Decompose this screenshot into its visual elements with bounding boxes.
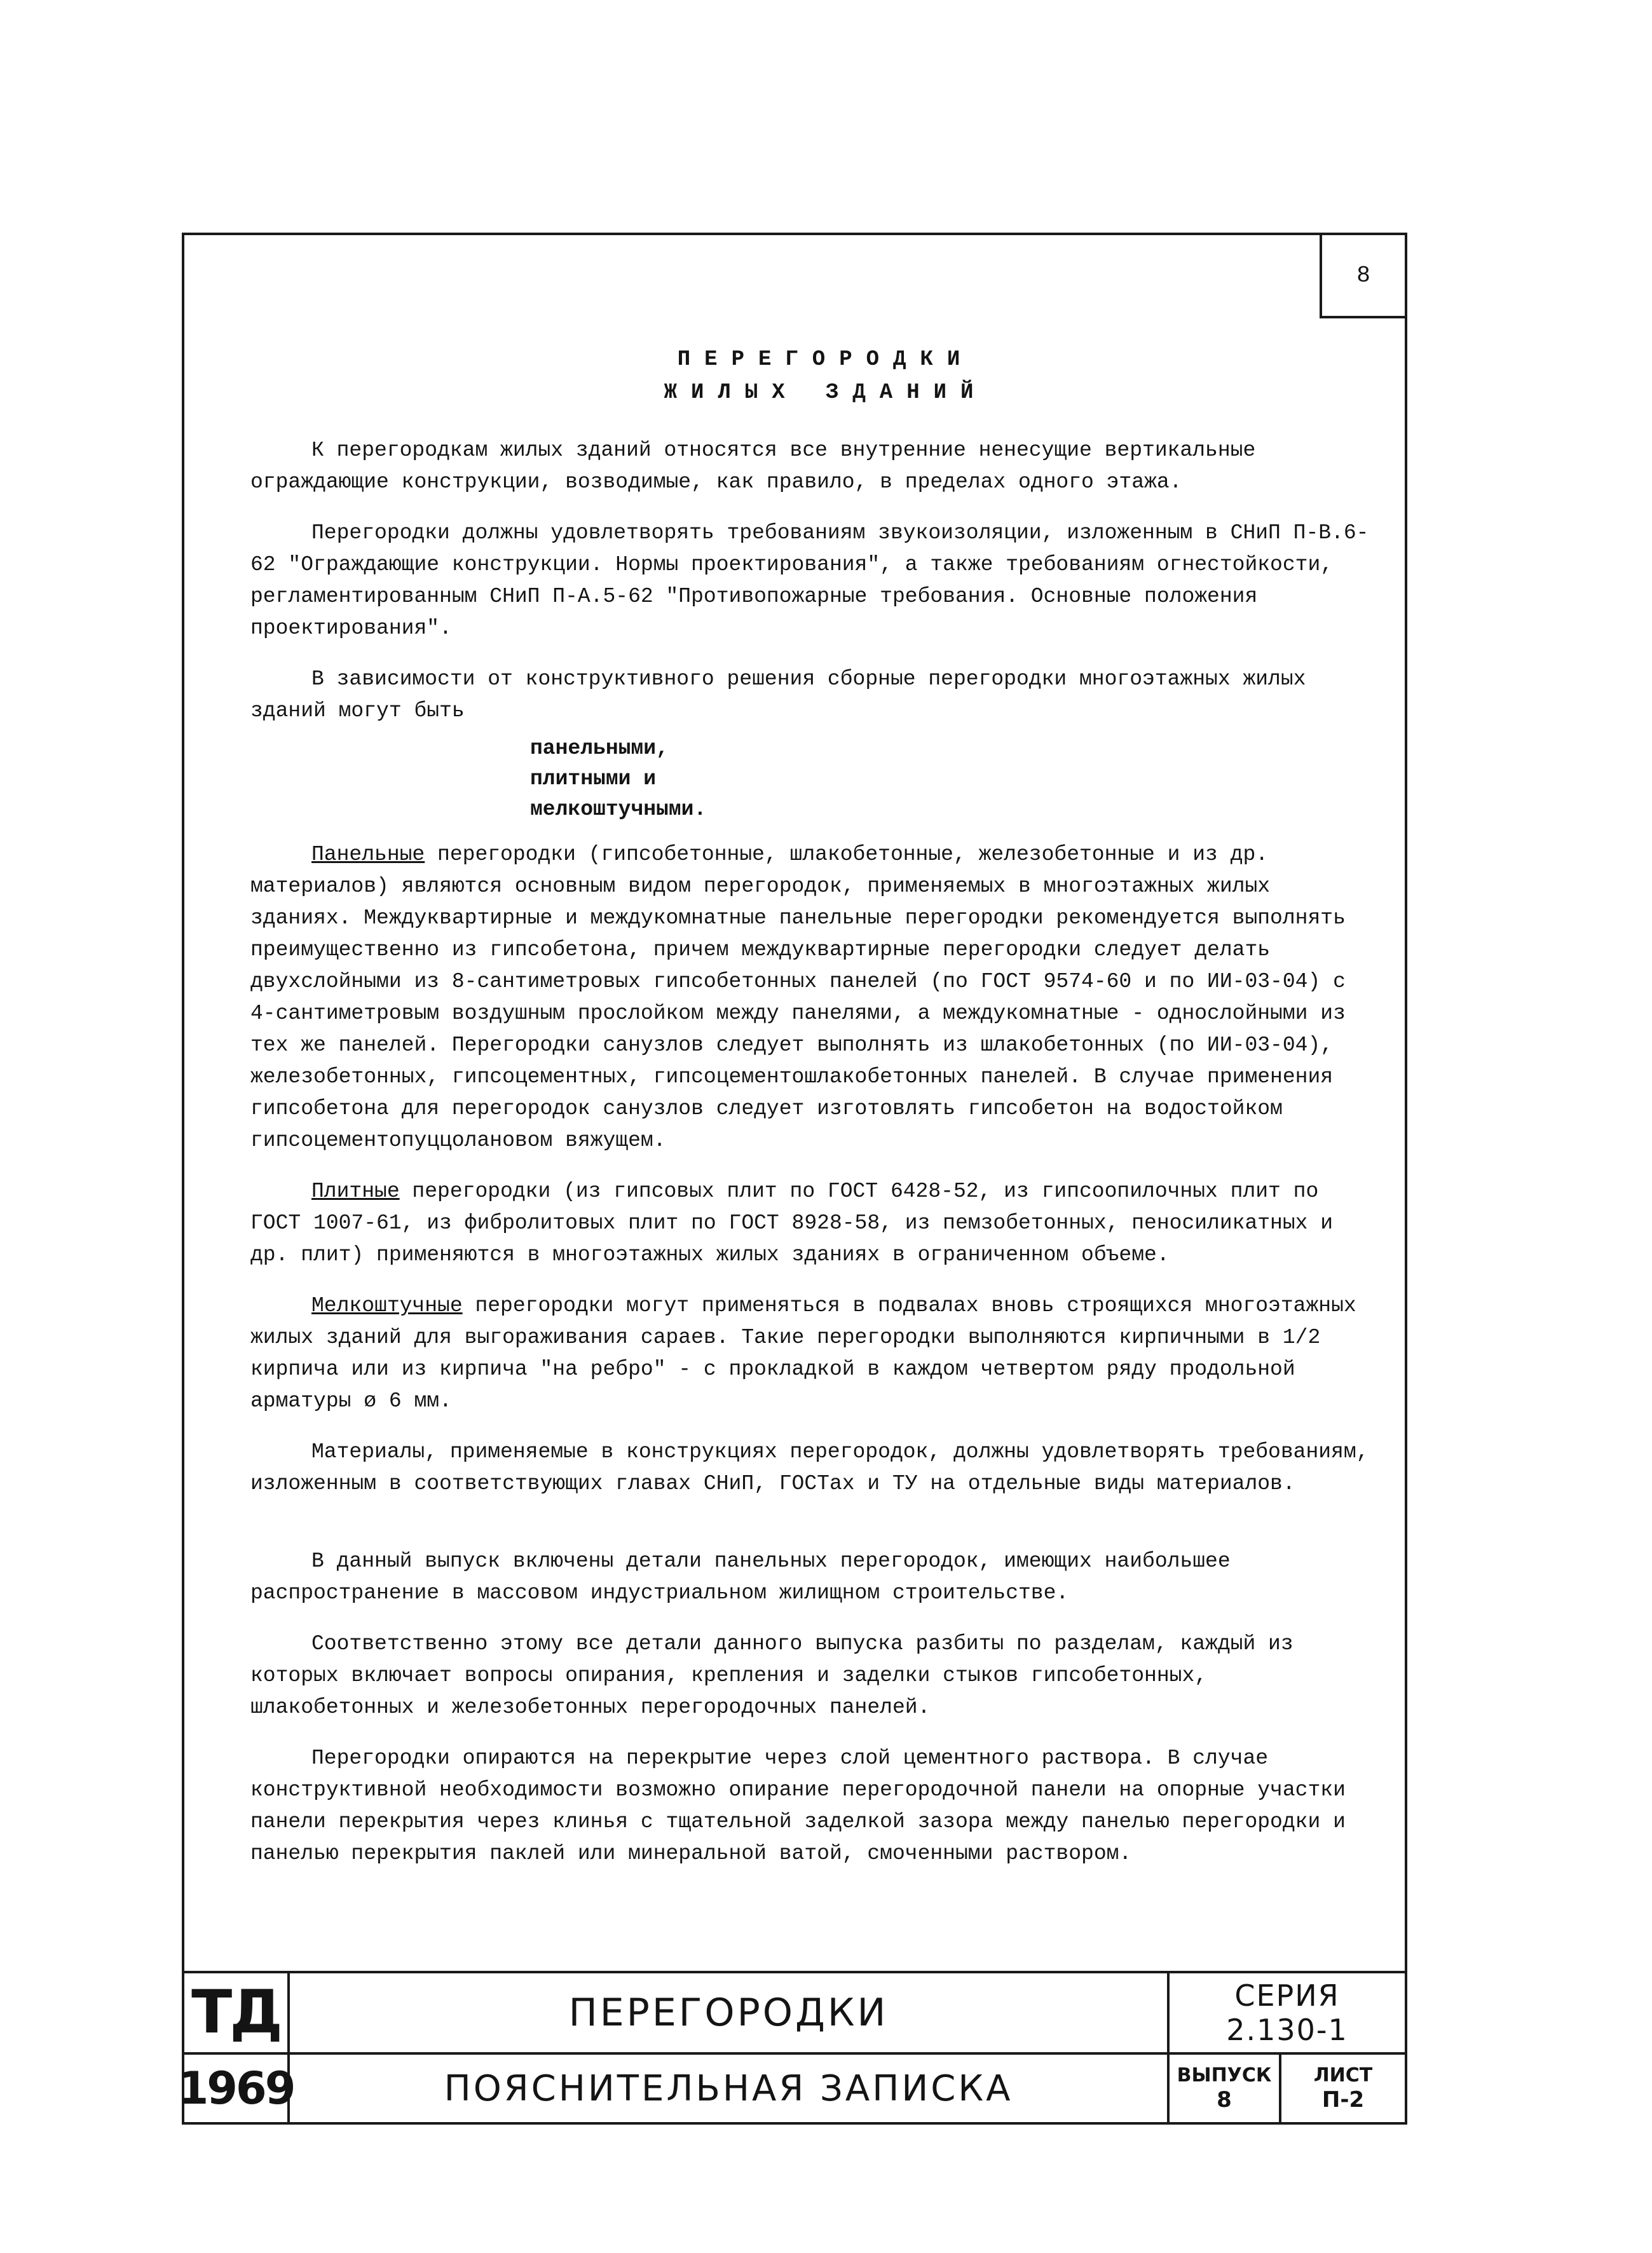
paragraph-scope: В данный выпуск включены детали панельных перегородок, имеющих наибольшее распространение в массовом индустриальном жилищном строительстве. xyxy=(250,1549,1231,1605)
paragraph-small-piece xyxy=(250,1290,1376,1417)
paragraph-slab-text: перегородки (из гипсовых плит по ГОСТ 6428-52, из гипсоопилочных плит по ГОСТ 1007-61, из фибролитовых плит по ГОСТ 8928-58, из пемзобетонных, пеносиликатных и др. плит) применяются в многоэтажных жилых зданиях в ограниченном объеме. xyxy=(250,1180,1334,1267)
paragraph-materials: Материалы, применяемые в конструкциях перегородок, должны удовлетворять требованиям, изложенным в соответствующих главах СНиП, ГОСТах и ТУ на отдельные виды материалов. xyxy=(250,1440,1369,1495)
list-item: панельными, xyxy=(530,737,669,760)
drawing-sheet xyxy=(177,233,1407,2125)
text-body xyxy=(250,343,1376,1889)
sheet-label: ЛИСТ xyxy=(1313,2064,1373,2086)
list-item: мелкоштучными. xyxy=(530,798,707,821)
stamp-subtitle-cell xyxy=(290,2055,1170,2122)
paragraph-2: Перегородки должны удовлетворять требованиям звукоизоляции, изложенным в СНиП П-В.6-62 "Ограждающие конструкции. Нормы проектирования", а также требованиям огнестойкости, регламентированным СНиП П-А.5-62 "Противопожарные требования. Основные положения проектирования". xyxy=(250,521,1369,640)
stamp-subtitle: ПОЯСНИТЕЛЬНАЯ ЗАПИСКА xyxy=(444,2067,1013,2109)
stamp-main-title-cell xyxy=(290,1973,1170,2055)
title-block xyxy=(177,1971,1405,2122)
term-small-piece: Мелкоштучные xyxy=(311,1294,463,1317)
series-value: 2.130-1 xyxy=(1226,2013,1348,2047)
stamp-series-cell xyxy=(1170,1973,1405,2055)
stamp-td-cell xyxy=(184,1973,290,2055)
series-label: СЕРИЯ xyxy=(1234,1978,1340,2013)
stamp-td: ТД xyxy=(191,1978,280,2047)
issue-value: 8 xyxy=(1217,2087,1232,2113)
title-line-2: ЖИЛЫХ ЗДАНИЙ xyxy=(664,381,988,405)
term-slab: Плитные xyxy=(311,1180,400,1203)
sheet-value: П-2 xyxy=(1321,2087,1365,2113)
partition-types-list xyxy=(530,733,1376,825)
stamp-issue-cell xyxy=(1170,2055,1281,2122)
paragraph-slab xyxy=(250,1176,1376,1271)
paragraph-panel-text: перегородки (гипсобетонные, шлакобетонные, железобетонные и из др. материалов) являются основным видом перегородок, применяемых в многоэтажных жилых зданиях. Междуквартирные и междукомнатные панельные перегородки рекомендуется выполнять преимущественно из гипсобетона, причем междуквартирные перегородки следует делать двухслойными из 8-сантиметровых гипсобетонных панелей (по ГОСТ 9574-60 и по ИИ-03-04) с 4-сантиметровым воздушным прослойком между панелями, а междукомнатные - однослойными из тех же панелей. Перегородки санузлов следует выполнять из шлакобетонных (по ИИ-03-04), железобетонных, гипсоцементных, гипсоцементошлакобетонных панелей. В случае применения гипсобетона для перегородок санузлов следует изготовлять гипсобетон на водостойком гипсоцементопуццолановом вяжущем. xyxy=(250,843,1346,1152)
paragraph-small-piece-text: перегородки могут применяться в подвалах вновь строящихся многоэтажных жилых зданий для выгораживания сараев. Такие перегородки выполняются кирпичными в 1/2 кирпича или из кирпича "на ребро" - с прокладкой в каждом четвертом ряду продольной арматуры ø 6 мм. xyxy=(250,1294,1356,1413)
issue-label: ВЫПУСК xyxy=(1177,2064,1272,2086)
page-number: 8 xyxy=(1320,233,1407,318)
document-title xyxy=(250,343,1376,409)
paragraph-3: В зависимости от конструктивного решения сборные перегородки многоэтажных жилых зданий могут быть xyxy=(250,667,1306,723)
stamp-sheet-cell xyxy=(1281,2055,1405,2122)
paragraph-1: К перегородкам жилых зданий относятся все внутренние ненесущие вертикальные ограждающие конструкции, возводимые, как правило, в пределах одного этажа. xyxy=(250,439,1256,494)
stamp-year: 1969 xyxy=(177,2062,294,2114)
title-line-1: ПЕРЕГОРОДКИ xyxy=(677,348,974,372)
list-item: плитными и xyxy=(530,767,657,791)
stamp-main-title: ПЕРЕГОРОДКИ xyxy=(568,1991,889,2035)
paragraph-panel xyxy=(250,839,1376,1157)
stamp-year-cell xyxy=(177,2055,294,2122)
paragraph-support: Перегородки опираются на перекрытие через слой цементного раствора. В случае конструктивной необходимости возможно опирание перегородочной панели на опорные участки панели перекрытия через клинья с тщательной заделкой зазора между панелью перегородки и панелью перекрытия паклей или минеральной ватой, смоченными раствором. xyxy=(250,1746,1346,1865)
term-panel: Панельные xyxy=(311,843,425,866)
paragraph-sections: Соответственно этому все детали данного выпуска разбиты по разделам, каждый из которых включает вопросы опирания, крепления и заделки стыков гипсобетонных, шлакобетонных и железобетонных перегородочных панелей. xyxy=(250,1632,1294,1719)
